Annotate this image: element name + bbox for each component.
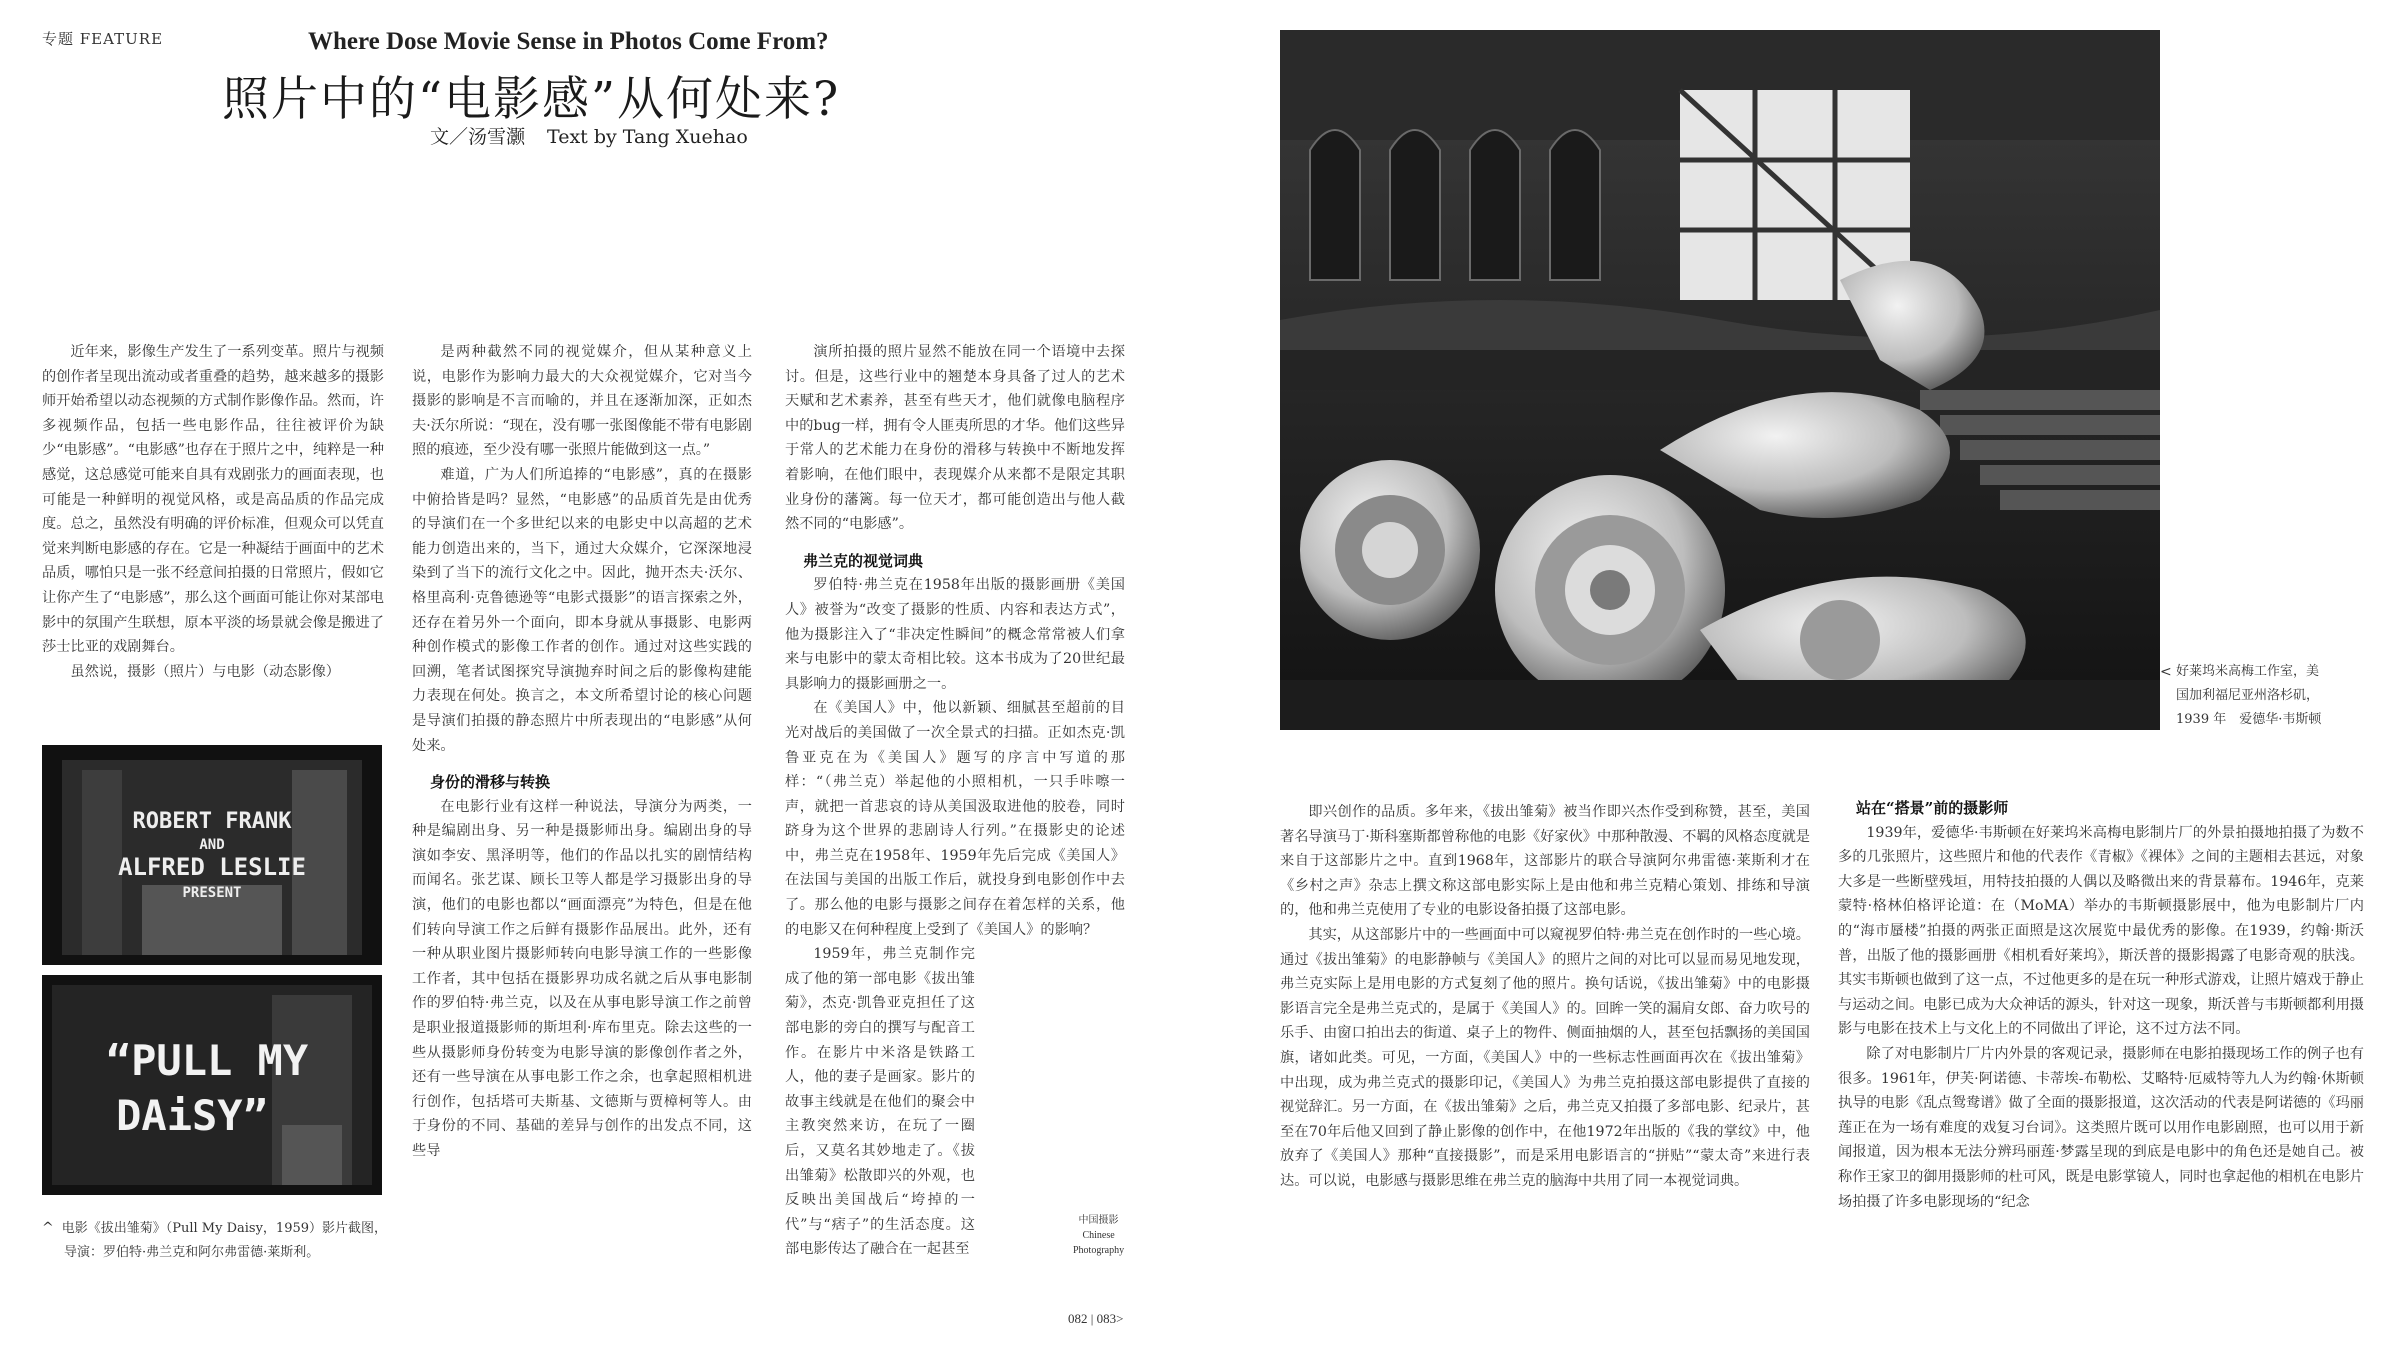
paragraph: 除了对电影制片厂片内外景的客观记录，摄影师在电影拍摄现场工作的例子也有很多。1961年，伊芙·阿诺德、卡蒂埃-布勒松、艾略特·厄威特等九人为约翰·休斯顿执导的电影《乱点鸳鸯谱》做了全面的摄影报道，这次活动的代表是阿诺德的《玛丽莲正在为一场有难度的戏复习台词》。这类照片既可以用作电影剧照，也可以用于新闻报道，因为根本无法分辨玛丽莲·梦露呈现的到底是电影中的角色还是她自己。被称作王家卫的御用摄影师的杜可风，既是电影掌镜人，同时也拿起他的相机在电影片场拍摄了许多电影现场的“纪念 <box>1838 1045 2364 1210</box>
left-column-2 <box>412 340 752 1164</box>
section-heading: 站在“搭景”前的摄影师 <box>1856 799 2009 817</box>
magazine-logo <box>1073 1213 1124 1258</box>
logo-line: Chinese <box>1082 1230 1115 1241</box>
logo-line: 中国摄影 <box>1078 1215 1119 1226</box>
film-text-line: AND <box>199 837 225 853</box>
right-column-1 <box>1280 800 1810 1194</box>
logo-line: Photography <box>1073 1245 1125 1256</box>
section-tag: 专题 FEATURE <box>42 30 164 48</box>
paragraph: 演所拍摄的照片显然不能放在同一个语境中去探讨。但是，这些行业中的翘楚本身具备了过人的艺术天赋和艺术素养，甚至有些天才，他们就像电脑程序中的bug一样，拥有令人匪夷所思的才华。他们这些异于常人的艺术能力在身份的滑移与转换中不断地发挥着影响，在他们眼中，表现媒介从来都不是限定其职业身份的藩篱。每一位天才，都可能创造出与他人截然不同的“电影感”。 <box>785 344 1125 533</box>
film-text-line: “PULL MY <box>105 1036 309 1085</box>
author-line <box>430 122 748 149</box>
paragraph: 近年来，影像生产发生了一系列变革。照片与视频的创作者呈现出流动或者重叠的趋势，越来越多的摄影师开始希望以动态视频的方式制作影像作品。然而，许多视频作品，包括一些电影作品，往往被评价为缺少“电影感”。“电影感”也存在于照片之中，纯粹是一种感觉，这总感觉可能来自具有戏剧张力的画面表现，也可能是一种鲜明的视觉风格，或是高品质的作品完成度。总之，虽然没有明确的评价标准，但观众可以凭直觉来判断电影感的存在。它是一种凝结于画面中的艺术品质，哪怕只是一张不经意间拍摄的日常照片，假如它让你产生了“电影感”，那么这个画面可能让你对某部电影中的氛围产生联想，原本平淡的场景就会像是搬进了莎士比亚的戏剧舞台。 <box>42 344 384 656</box>
caption-line: 电影《拔出雏菊》（Pull My Daisy，1959）影片截图， <box>61 1221 388 1236</box>
author-cn: 文／汤雪灏 <box>430 126 526 148</box>
paragraph: 是两种截然不同的视觉媒介，但从某种意义上说，电影作为影响力最大的大众视觉媒介，它对当今摄影的影响是不言而喻的，并且在逐渐加深，正如杰夫·沃尔所说：“现在，没有哪一张图像能不带有电影剧照的痕迹，至少没有哪一张照片能做到这一点。” <box>412 344 752 459</box>
left-column-1 <box>42 340 384 684</box>
film-text-line: DAiSY” <box>116 1091 268 1140</box>
chinese-title: 照片中的“电影感”从何处来? <box>222 72 841 127</box>
paragraph: 即兴创作的品质。多年来，《拔出雏菊》被当作即兴杰作受到称赞，甚至，美国著名导演马丁·斯科塞斯都曾称他的电影《好家伙》中那种散漫、不羁的风格态度就是来自于这部影片之中。直到1968年，这部影片的联合导演阿尔弗雷德·莱斯利才在《乡村之声》杂志上撰文称这部电影实际上是由他和弗兰克精心策划、排练和导演的，他和弗兰克使用了专业的电影设备拍摄了这部电影。 <box>1280 804 1810 919</box>
paragraph: 罗伯特·弗兰克在1958年出版的摄影画册《美国人》被誉为“改变了摄影的性质、内容和表达方式”，他为摄影注入了“非决定性瞬间”的概念常常被人们拿来与电影中的蒙太奇相比较。这本书成为了20世纪最具影响力的摄影画册之一。 <box>785 577 1125 692</box>
film-text-line: ROBERT FRANK <box>132 809 292 834</box>
section-heading: 弗兰克的视觉词典 <box>803 551 924 570</box>
paragraph: 难道，广为人们所追捧的“电影感”，真的在摄影中俯拾皆是吗？显然，“电影感”的品质首先是由优秀的导演们在一个多世纪以来的电影史中以高超的艺术能力创造出来的，当下，通过大众媒介，它深深地浸染到了当下的流行文化之中。因此，抛开杰夫·沃尔、格里高利·克鲁德逊等“电影式摄影”的语言探索之外，还存在着另外一个面向，即本身就从事摄影、电影两种创作模式的影像工作者的创作。通过对这些实践的回溯，笔者试图探究导演抛弃时间之后的影像构建能力表现在何处。换言之，本文所希望讨论的核心问题是导演们拍摄的静态照片中所表现出的“电影感”从何处来。 <box>412 466 752 754</box>
paragraph: 在电影行业有这样一种说法，导演分为两类，一种是编剧出身、另一种是摄影师出身。编剧出身的导演如李安、黑泽明等，他们的作品以扎实的剧情结构而闻名。张艺谋、顾长卫等人都是学习摄影出身的导演，他们的电影也都以“画面漂亮”为特色，但是在他们转向导演工作之后鲜有摄影作品展出。此外，还有一种从职业图片摄影师转向电影导演工作的一些影像工作者，其中包括在摄影界功成名就之后从事电影制作的罗伯特·弗兰克，以及在从事电影导演工作之前曾是职业报道摄影师的斯坦利·库布里克。除去这些的一些从摄影师身份转变为电影导演的影像创作者之外，还有一些导演在从事电影工作之余，也拿起照相机进行创作，包括塔可夫斯基、文德斯与贾樟柯等人。由于身份的不同、基础的差异与创作的出发点不同，这些导 <box>412 798 752 1159</box>
film-text-line: PRESENT <box>182 885 242 901</box>
film-still-pull-my-daisy <box>42 975 382 1195</box>
film-caption <box>42 1216 392 1265</box>
english-title: Where Dose Movie Sense in Photos Come From? <box>308 28 829 55</box>
caption-arrow-icon: < <box>2160 664 2172 680</box>
left-column-3 <box>785 340 1125 1262</box>
caption-line: 好莱坞米高梅工作室，美 <box>2176 664 2320 679</box>
section-heading: 身份的滑移与转换 <box>430 773 551 792</box>
caption-line: 导演：罗伯特·弗兰克和阿尔弗雷德·莱斯利。 <box>64 1245 320 1260</box>
film-still-title-card <box>42 745 382 965</box>
paragraph: 1959年，弗兰克制作完成了他的第一部电影《拔出雏菊》，杰克·凯鲁亚克担任了这部电影的旁白的撰写与配音工作。在影片中米洛是铁路工人，他的妻子是画家。影片的故事主线就是在他们的聚会中主教突然来访，在玩了一圈后，又莫名其妙地走了。《拔出雏菊》松散即兴的外观，也反映出美国战后“垮掉的一代”与“痞子”的生活态度。这部电影传达了融合在一起甚至 <box>785 946 975 1258</box>
paragraph: 1939年，爱德华·韦斯顿在好莱坞米高梅电影制片厂的外景拍摄地拍摄了为数不多的几张照片，这些照片和他的代表作《青椒》《裸体》之间的主题相去甚远，对象大多是一些断壁残垣，用特技拍摄的人偶以及略微出来的背景幕布。1946年，克莱蒙特·格林伯格评论道：在（MoMA）举办的韦斯顿摄影展中，他为电影制片厂内的“海市蜃楼”拍摄的两张正面照是这次展览中最优秀的影像。在1939，约翰·斯沃普，出版了他的摄影画册《相机看好莱坞》，斯沃普的摄影揭露了电影奇观的肤浅。其实韦斯顿也做到了这一点，不过他更多的是在玩一种形式游戏，让照片嬉戏于静止与运动之间。电影已成为大众神话的源头，针对这一现象，斯沃普与韦斯顿都利用摄影与电影在技术上与文化上的不同做出了评论，这不过方法不同。 <box>1838 824 2364 1038</box>
page-numbers: 082 | 083> <box>1068 1311 1124 1326</box>
caption-line: 1939 年 爱德华·韦斯顿 <box>2176 712 2322 727</box>
right-column-2 <box>1838 796 2364 1214</box>
caption-arrow-icon: ^ <box>42 1220 54 1236</box>
paragraph: 虽然说，摄影（照片）与电影（动态影像） <box>70 663 340 680</box>
author-en: Text by Tang Xuehao <box>547 126 748 148</box>
paragraph: 其实，从这部影片中的一些画面中可以窥视罗伯特·弗兰克在创作时的一些心境。通过《拔出雏菊》的电影静帧与《美国人》的照片之间的对比可以显而易见地发现，弗兰克实际上是用电影的方式复刻了他的照片。换句话说，《拔出雏菊》中的电影摄影语言完全是弗兰克式的，是属于《美国人》的。回眸一笑的漏肩女郎、奋力吹号的乐手、由窗口拍出去的街道、桌子上的物件、侧面抽烟的人，甚至包括飘扬的美国国旗，诸如此类。可见，一方面，《美国人》中的一些标志性画面再次在《拔出雏菊》中出现，成为弗兰克式的摄影印记，《美国人》为弗兰克拍摄这部电影提供了直接的视觉辞汇。另一方面，在《拔出雏菊》之后，弗兰克又拍摄了多部电影、纪录片，甚至在70年后他又回到了静止影像的创作中，在他1972年出版的《我的掌纹》中，他放弃了《美国人》那种“直接摄影”，而是采用电影语言的“拼贴”“蒙太奇”来进行表达。可以说，电影感与摄影思维在弗兰克的脑海中共用了同一本视觉词典。 <box>1280 926 1810 1189</box>
film-text-line: ALFRED LESLIE <box>118 853 306 881</box>
caption-line: 国加利福尼亚州洛杉矶， <box>2176 688 2320 703</box>
hollywood-mgm-photo <box>1280 30 2160 730</box>
paragraph: 在《美国人》中，他以新颖、细腻甚至超前的目光对战后的美国做了一次全景式的扫描。正如杰克·凯鲁亚克在为《美国人》题写的序言中写道的那样：“（弗兰克）举起他的小照相机，一只手咔嚓一声，就把一首悲哀的诗从美国汲取进他的胶卷，同时跻身为这个世界的悲剧诗人行列。”在摄影史的论述中，弗兰克在1958年、1959年先后完成《美国人》在法国与美国的出版工作后，就投身到电影创作中去了。那么他的电影与摄影之间存在着怎样的关系，他的电影又在何种程度上受到了《美国人》的影响？ <box>785 700 1125 938</box>
photo-caption <box>2160 660 2366 732</box>
